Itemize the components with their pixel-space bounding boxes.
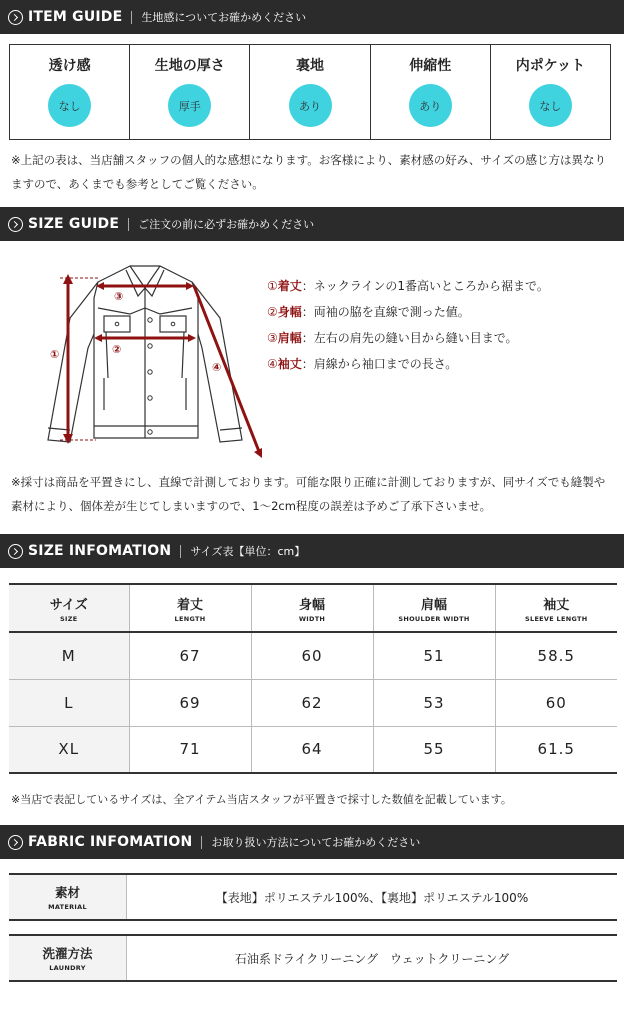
- legend-key: 着丈: [277, 279, 302, 293]
- guide-cell-inner-pocket: [491, 45, 610, 139]
- column-header: サイズ SIZE: [9, 584, 129, 632]
- item-guide-note: ※上記の表は、当店舗スタッフの個人的な感想になります。お客様により、素材感の好み、サイズの感じ方は異なりますので、あくまでも参考としてご覧ください。: [11, 153, 606, 191]
- divider: [131, 11, 132, 24]
- fabric-key-label-en: LAUNDRY: [49, 964, 86, 972]
- guide-cell-transparency: [10, 45, 130, 139]
- size-cell: L: [9, 679, 129, 726]
- chevron-right-icon: [8, 544, 23, 559]
- section-title: SIZE GUIDE: [28, 216, 120, 232]
- table-row: [9, 679, 617, 726]
- shoulder-cell: 53: [373, 679, 495, 726]
- length-cell: 71: [129, 726, 251, 773]
- legend-row: [267, 276, 549, 302]
- chevron-right-icon: [8, 217, 23, 232]
- fabric-row-material: [9, 873, 617, 921]
- legend-key: 肩幅: [277, 331, 302, 345]
- legend-description: ：両袖の脇を直線で測った値。: [301, 305, 470, 319]
- section-title: ITEM GUIDE: [28, 9, 123, 25]
- marker-2: ②: [112, 343, 122, 356]
- marker-1: ①: [50, 348, 60, 361]
- fabric-value: 石油系ドライクリーニング ウェットクリーニング: [234, 951, 510, 966]
- guide-value-badge: なし: [48, 84, 91, 127]
- legend-row: [267, 302, 549, 328]
- guide-cell-thickness: [130, 45, 250, 139]
- legend-row: [267, 328, 549, 354]
- width-cell: 64: [251, 726, 373, 773]
- size-cell: XL: [9, 726, 129, 773]
- legend-number: ③: [267, 331, 278, 345]
- fabric-key: [9, 875, 127, 919]
- section-subtitle: サイズ表【単位：cm】: [190, 545, 306, 558]
- chevron-right-icon: [8, 10, 23, 25]
- legend-description: ：肩線から袖口までの長さ。: [301, 357, 458, 371]
- section-subtitle: 生地感についてお確かめください: [141, 11, 307, 24]
- width-cell: 62: [251, 679, 373, 726]
- section-title: SIZE INFOMATION: [28, 543, 172, 559]
- divider: [201, 836, 202, 849]
- section-subtitle: お取り扱い方法についてお確かめください: [211, 836, 421, 849]
- sleeve-cell: 60: [495, 679, 617, 726]
- guide-label: 生地の厚さ: [154, 58, 225, 74]
- column-header: 袖丈 SLEEVE LENGTH: [495, 584, 617, 632]
- legend-number: ②: [267, 305, 278, 319]
- guide-value-badge: 厚手: [168, 84, 211, 127]
- column-header: 着丈 LENGTH: [129, 584, 251, 632]
- column-header: 肩幅 SHOULDER WIDTH: [373, 584, 495, 632]
- jacket-illustration: [30, 258, 270, 468]
- column-header: 身幅 WIDTH: [251, 584, 373, 632]
- legend-number: ①: [267, 279, 278, 293]
- guide-label: 裏地: [296, 58, 324, 74]
- guide-label: 透け感: [48, 58, 91, 74]
- table-header-row: [9, 584, 617, 632]
- legend-description: ：ネックラインの1番高いところから裾まで。: [301, 279, 549, 293]
- size-guide-note: ※採寸は商品を平置きにし、直線で計測しております。可能な限り正確に計測しておりますが、同サイズでも縫製や素材により、個体差が生じてしまいますので、1～2cm程度の誤差は予めご了承下さいませ。: [11, 475, 606, 513]
- guide-value-badge: あり: [409, 84, 452, 127]
- section-title: FABRIC INFOMATION: [28, 834, 193, 850]
- shoulder-cell: 51: [373, 632, 495, 679]
- legend-row: [267, 354, 549, 380]
- fabric-key-label: 洗濯方法: [42, 946, 93, 961]
- guide-value-badge: あり: [289, 84, 332, 127]
- fabric-key: [9, 936, 127, 980]
- guide-cell-stretch: [371, 45, 491, 139]
- table-row: [9, 726, 617, 773]
- guide-label: 内ポケット: [515, 58, 586, 74]
- sleeve-cell: 61.5: [537, 740, 575, 759]
- sleeve-cell: 58.5: [495, 632, 617, 679]
- divider: [180, 545, 181, 558]
- fabric-key-label: 素材: [54, 885, 80, 900]
- jacket-diagram: [30, 258, 270, 468]
- legend-number: ④: [267, 357, 278, 371]
- length-cell: 67: [129, 632, 251, 679]
- marker-3: ③: [114, 290, 124, 303]
- width-cell: 60: [251, 632, 373, 679]
- size-info-header: [0, 534, 624, 568]
- size-info-note: ※当店で表記しているサイズは、全アイテム当店スタッフが平置きで採寸した数値を記載しています。: [11, 793, 512, 806]
- marker-4: ④: [212, 361, 222, 374]
- fabric-info-header: [0, 825, 624, 859]
- item-guide-table: [9, 44, 611, 140]
- chevron-right-icon: [8, 835, 23, 850]
- length-cell: 69: [129, 679, 251, 726]
- guide-label: 伸縮性: [409, 58, 452, 74]
- item-guide-header: [0, 0, 624, 34]
- size-table: [9, 583, 617, 774]
- shoulder-cell: 55: [373, 726, 495, 773]
- fabric-key-label-en: MATERIAL: [48, 903, 87, 911]
- size-cell: M: [9, 632, 129, 679]
- legend-key: 袖丈: [277, 357, 302, 371]
- size-guide-header: [0, 207, 624, 241]
- fabric-row-laundry: [9, 934, 617, 982]
- fabric-value: 【表地】ポリエステル100%、【裏地】ポリエステル100%: [215, 890, 529, 905]
- guide-value-badge: なし: [529, 84, 572, 127]
- section-subtitle: ご注文の前に必ずお確かめください: [138, 218, 315, 231]
- divider: [128, 218, 129, 231]
- guide-cell-lining: [250, 45, 370, 139]
- table-row: [9, 632, 617, 679]
- legend-key: 身幅: [277, 305, 302, 319]
- measurement-legend: [267, 276, 549, 380]
- legend-description: ：左右の肩先の縫い目から縫い目まで。: [301, 331, 518, 345]
